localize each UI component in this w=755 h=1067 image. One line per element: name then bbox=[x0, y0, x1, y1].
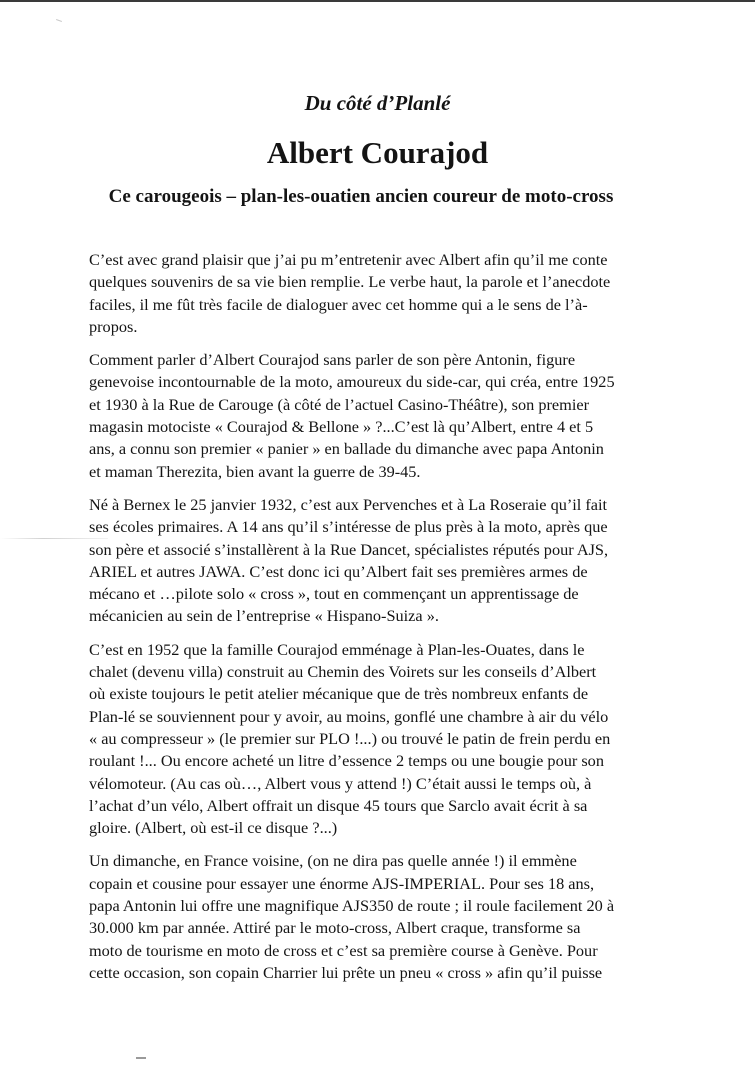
text-line: 30.000 km par année. Attiré par le moto-cross, Albert craque, transforme sa bbox=[89, 918, 581, 938]
text-line: et maman Therezita, bien avant la guerre de 39-45. bbox=[89, 461, 421, 481]
paragraph bbox=[89, 249, 701, 338]
text-line: ans, a connu son premier « panier » en ballade du dimanche avec papa Antonin bbox=[89, 439, 604, 459]
text-line: roulant !... Ou encore acheté un litre d’essence 2 temps ou une bougie pour son bbox=[89, 751, 604, 771]
paragraph bbox=[89, 850, 701, 984]
text-line: C’est en 1952 que la famille Courajod emménage à Plan-les-Ouates, dans le bbox=[89, 639, 585, 659]
text-line: cette occasion, son copain Charrier lui prête un pneu « cross » afin qu’il puisse bbox=[89, 962, 603, 982]
page-top-edge bbox=[0, 0, 755, 2]
text-line: Plan-lé se souviennent pour y avoir, au moins, gonflé une chambre à air du vélo bbox=[89, 706, 609, 726]
text-line: copain et cousine pour essayer une énorme AJS-IMPERIAL. Pour ses 18 ans, bbox=[89, 873, 595, 893]
text-line: son père et associé s’installèrent à la Rue Dancet, spécialistes réputés pour AJS, bbox=[89, 539, 609, 559]
text-line: ses écoles primaires. A 14 ans qu’il s’intéresse de plus près à la moto, après que bbox=[89, 517, 608, 537]
text-line: C’est avec grand plaisir que j’ai pu m’entretenir avec Albert afin qu’il me conte bbox=[89, 250, 608, 269]
scan-speck bbox=[56, 19, 62, 22]
text-line: l’achat d’un vélo, Albert offrait un disque 45 tours que Sarclo avait écrit à sa bbox=[89, 795, 588, 815]
article-subtitle: Ce carougeois – plan-les-ouatien ancien coureur de moto-cross bbox=[108, 186, 614, 207]
text-line: genevoise incontournable de la moto, amoureux du side-car, qui créa, entre 1925 bbox=[89, 372, 615, 392]
text-line: Comment parler d’Albert Courajod sans parler de son père Antonin, figure bbox=[89, 350, 576, 370]
article-title: Albert Courajod bbox=[266, 135, 489, 170]
text-line: mécano et …pilote solo « cross », tout en commençant un apprentissage de bbox=[89, 584, 579, 604]
paragraph bbox=[89, 639, 701, 840]
text-line: magasin motociste « Courajod & Bellone » ?...C’est là qu’Albert, entre 4 et 5 bbox=[89, 417, 594, 437]
article-body bbox=[89, 249, 701, 995]
text-line: papa Antonin lui offre une magnifique AJS350 de route ; il roule facilement 20 à bbox=[89, 896, 615, 916]
text-line: et 1930 à la Rue de Carouge (à côté de l’actuel Casino-Théâtre), son premier bbox=[89, 394, 589, 414]
text-line: Né à Bernex le 25 janvier 1932, c’est aux Pervenches et à La Roseraie qu’il fait bbox=[89, 494, 608, 514]
paragraph bbox=[89, 349, 701, 483]
text-line: mécanicien au sein de l’entreprise « Hispano-Suiza ». bbox=[89, 606, 439, 626]
paragraph bbox=[89, 494, 701, 628]
text-line: quelques souvenirs de sa vie bien remplie. Le verbe haut, la parole et l’anecdote bbox=[89, 272, 611, 292]
text-line: « au compresseur » (le premier sur PLO !...) ou trouvé le patin de frein perdu en bbox=[89, 728, 611, 748]
text-line: chalet (devenu villa) construit au Chemin des Voirets sur les conseils d’Albert bbox=[89, 662, 597, 682]
text-line: propos. bbox=[89, 316, 138, 336]
text-line: Un dimanche, en France voisine, (on ne dira pas quelle année !) il emmène bbox=[89, 851, 577, 871]
text-line: gloire. (Albert, où est-il ce disque ?...) bbox=[89, 818, 338, 838]
text-line: vélomoteur. (Au cas où…, Albert vous y attend !) C’était aussi le temps où, à bbox=[89, 773, 592, 793]
text-line: où existe toujours le petit atelier mécanique que de très nombreux enfants de bbox=[89, 684, 589, 704]
text-line: ARIEL et autres JAWA. C’est donc ici qu’Albert fait ses premières armes de bbox=[89, 561, 588, 581]
text-line: faciles, il me fût très facile de dialoguer avec cet homme qui a le sens de l’à- bbox=[89, 294, 588, 314]
column-kicker: Du côté d’Planlé bbox=[304, 91, 451, 115]
text-line: moto de tourisme en moto de cross et c’est sa première course à Genève. Pour bbox=[89, 940, 598, 960]
scan-speck bbox=[136, 1057, 146, 1059]
